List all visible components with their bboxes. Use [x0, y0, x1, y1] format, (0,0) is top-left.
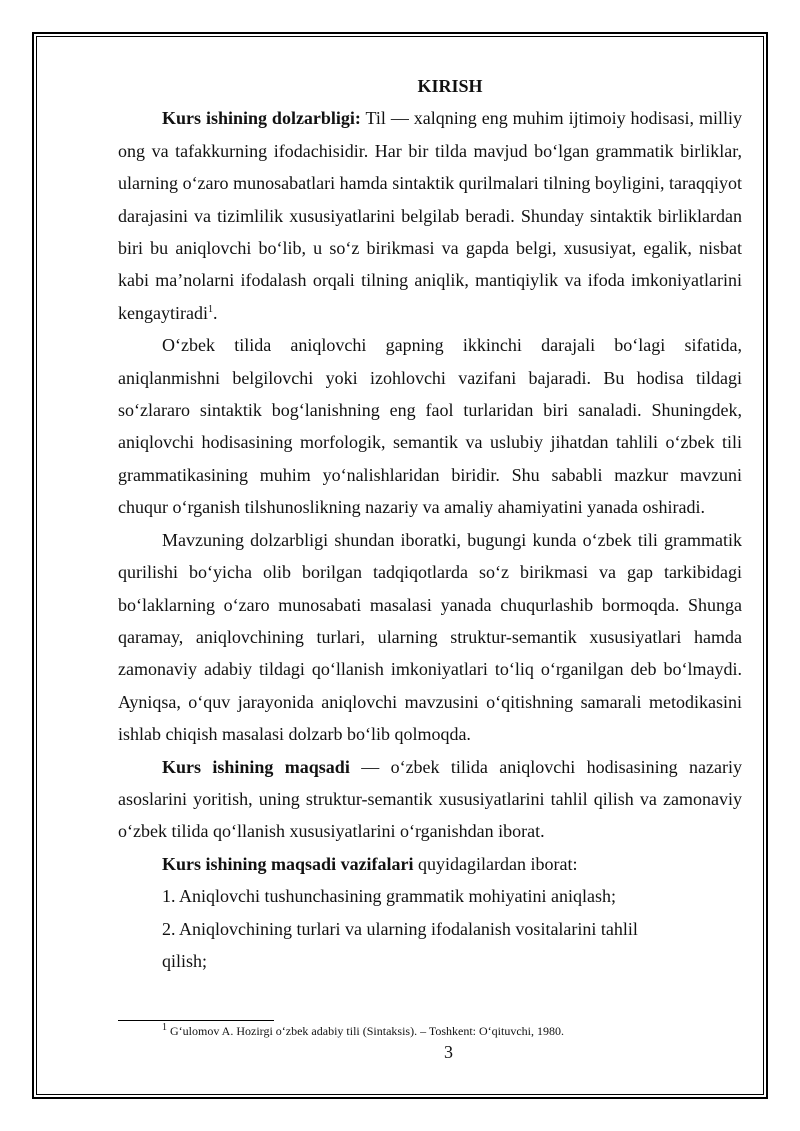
- task-item-2: 2. Aniqlovchining turlari va ularning ifodalanish vositalarini tahlil: [162, 918, 638, 939]
- paragraph-tasks: [118, 848, 742, 880]
- paragraph-goal: [118, 751, 742, 848]
- footnote-separator: [118, 1020, 274, 1021]
- footnote-reference[interactable]: 1: [207, 303, 213, 315]
- relevance-text: Til — xalqning eng muhim ijtimoiy hodisasi, milliy ong va tafakkurning ifodachisidir. Har bir tilda mavjud bo‘lgan grammatik birliklar, ularning o‘zaro munosabatlari hamda sintaktik qurilmalari tilning boyligini, taraqqiyot darajasini va tizimlilik xususiyatlarini belgilab beradi. Shunday sintaktik birliklardan biri bu aniqlovchi bo‘lib, u so‘z birikmasi va gapda belgi, xususiyat, egalik, nisbat kabi ma’nolarni ifodalash orqali tilning aniqlik, mantiqiylik va ifoda imkoniyatlarini kengaytiradi: [118, 108, 742, 323]
- footnote-text: G‘ulomov A. Hozirgi o‘zbek adabiy tili (Sintaksis). – Toshkent: O‘qituvchi, 1980.: [167, 1024, 565, 1038]
- paragraph-definition: O‘zbek tilida aniqlovchi gapning ikkinchi darajali bo‘lagi sifatida, aniqlanmishni belgilovchi yoki izohlovchi vazifani bajaradi. Bu hodisa tildagi so‘zlararo sintaktik bog‘lanishning eng faol turlaridan biri sanaladi. Shuningdek, aniqlovchi hodisasining morfologik, semantik va uslubiy jihatdan tahlili o‘zbek tili grammatikasining muhim yo‘nalishlaridan biridir. Shu sababli mazkur mavzuni chuqur o‘rganish tilshunoslikning nazariy va amaliy ahamiyatini yanada oshiradi.: [118, 335, 742, 518]
- relevance-end: .: [212, 302, 218, 323]
- footnote-mark: 1: [162, 1022, 167, 1033]
- task-item-1: 1. Aniqlovchi tushunchasining grammatik mohiyatini aniqlash;: [162, 886, 616, 907]
- goal-label: Kurs ishining maqsadi: [162, 756, 350, 777]
- task-item-2-continued: qilish;: [162, 950, 208, 971]
- paragraph-topicality: Mavzuning dolzarbligi shundan iboratki, bugungi kunda o‘zbek tili grammatik qurilishi bo‘yicha olib borilgan tadqiqotlarda so‘z birikmasi va gap tarkibidagi bo‘laklarning o‘zaro munosabati masalasi yanada chuqurlashib bormoqda. Shunga qaramay, aniqlovchining turlari, ularning struktur-semantik xususiyatlari hamda zamonaviy adabiy tildagi qo‘llanish imkoniyatlari to‘liq o‘rganilgan deb bo‘lmaydi. Ayniqsa, o‘quv jarayonida aniqlovchi mavzusini o‘qitishning samarali metodikasini ishlab chiqish masalasi dolzarb bo‘lib qolmoqda.: [118, 529, 742, 745]
- tasks-text: quyidagilardan iborat:: [413, 853, 578, 874]
- footnote: [162, 1023, 564, 1039]
- document-body: [118, 70, 742, 977]
- goal-text: — o‘zbek tilida aniqlovchi hodisasining nazariy asoslarini yoritish, uning struktur-semantik xususiyatlarini tahlil qilish va zamonaviy o‘zbek tilida qo‘llanish xususiyatlarini o‘rganishdan iborat.: [118, 756, 742, 842]
- section-heading: KIRISH: [417, 76, 483, 96]
- paragraph-relevance: [118, 102, 742, 329]
- relevance-label: Kurs ishining dolzarbligi:: [162, 108, 361, 129]
- tasks-label: Kurs ishining maqsadi vazifalari: [162, 853, 414, 874]
- page-number: 3: [444, 1042, 453, 1062]
